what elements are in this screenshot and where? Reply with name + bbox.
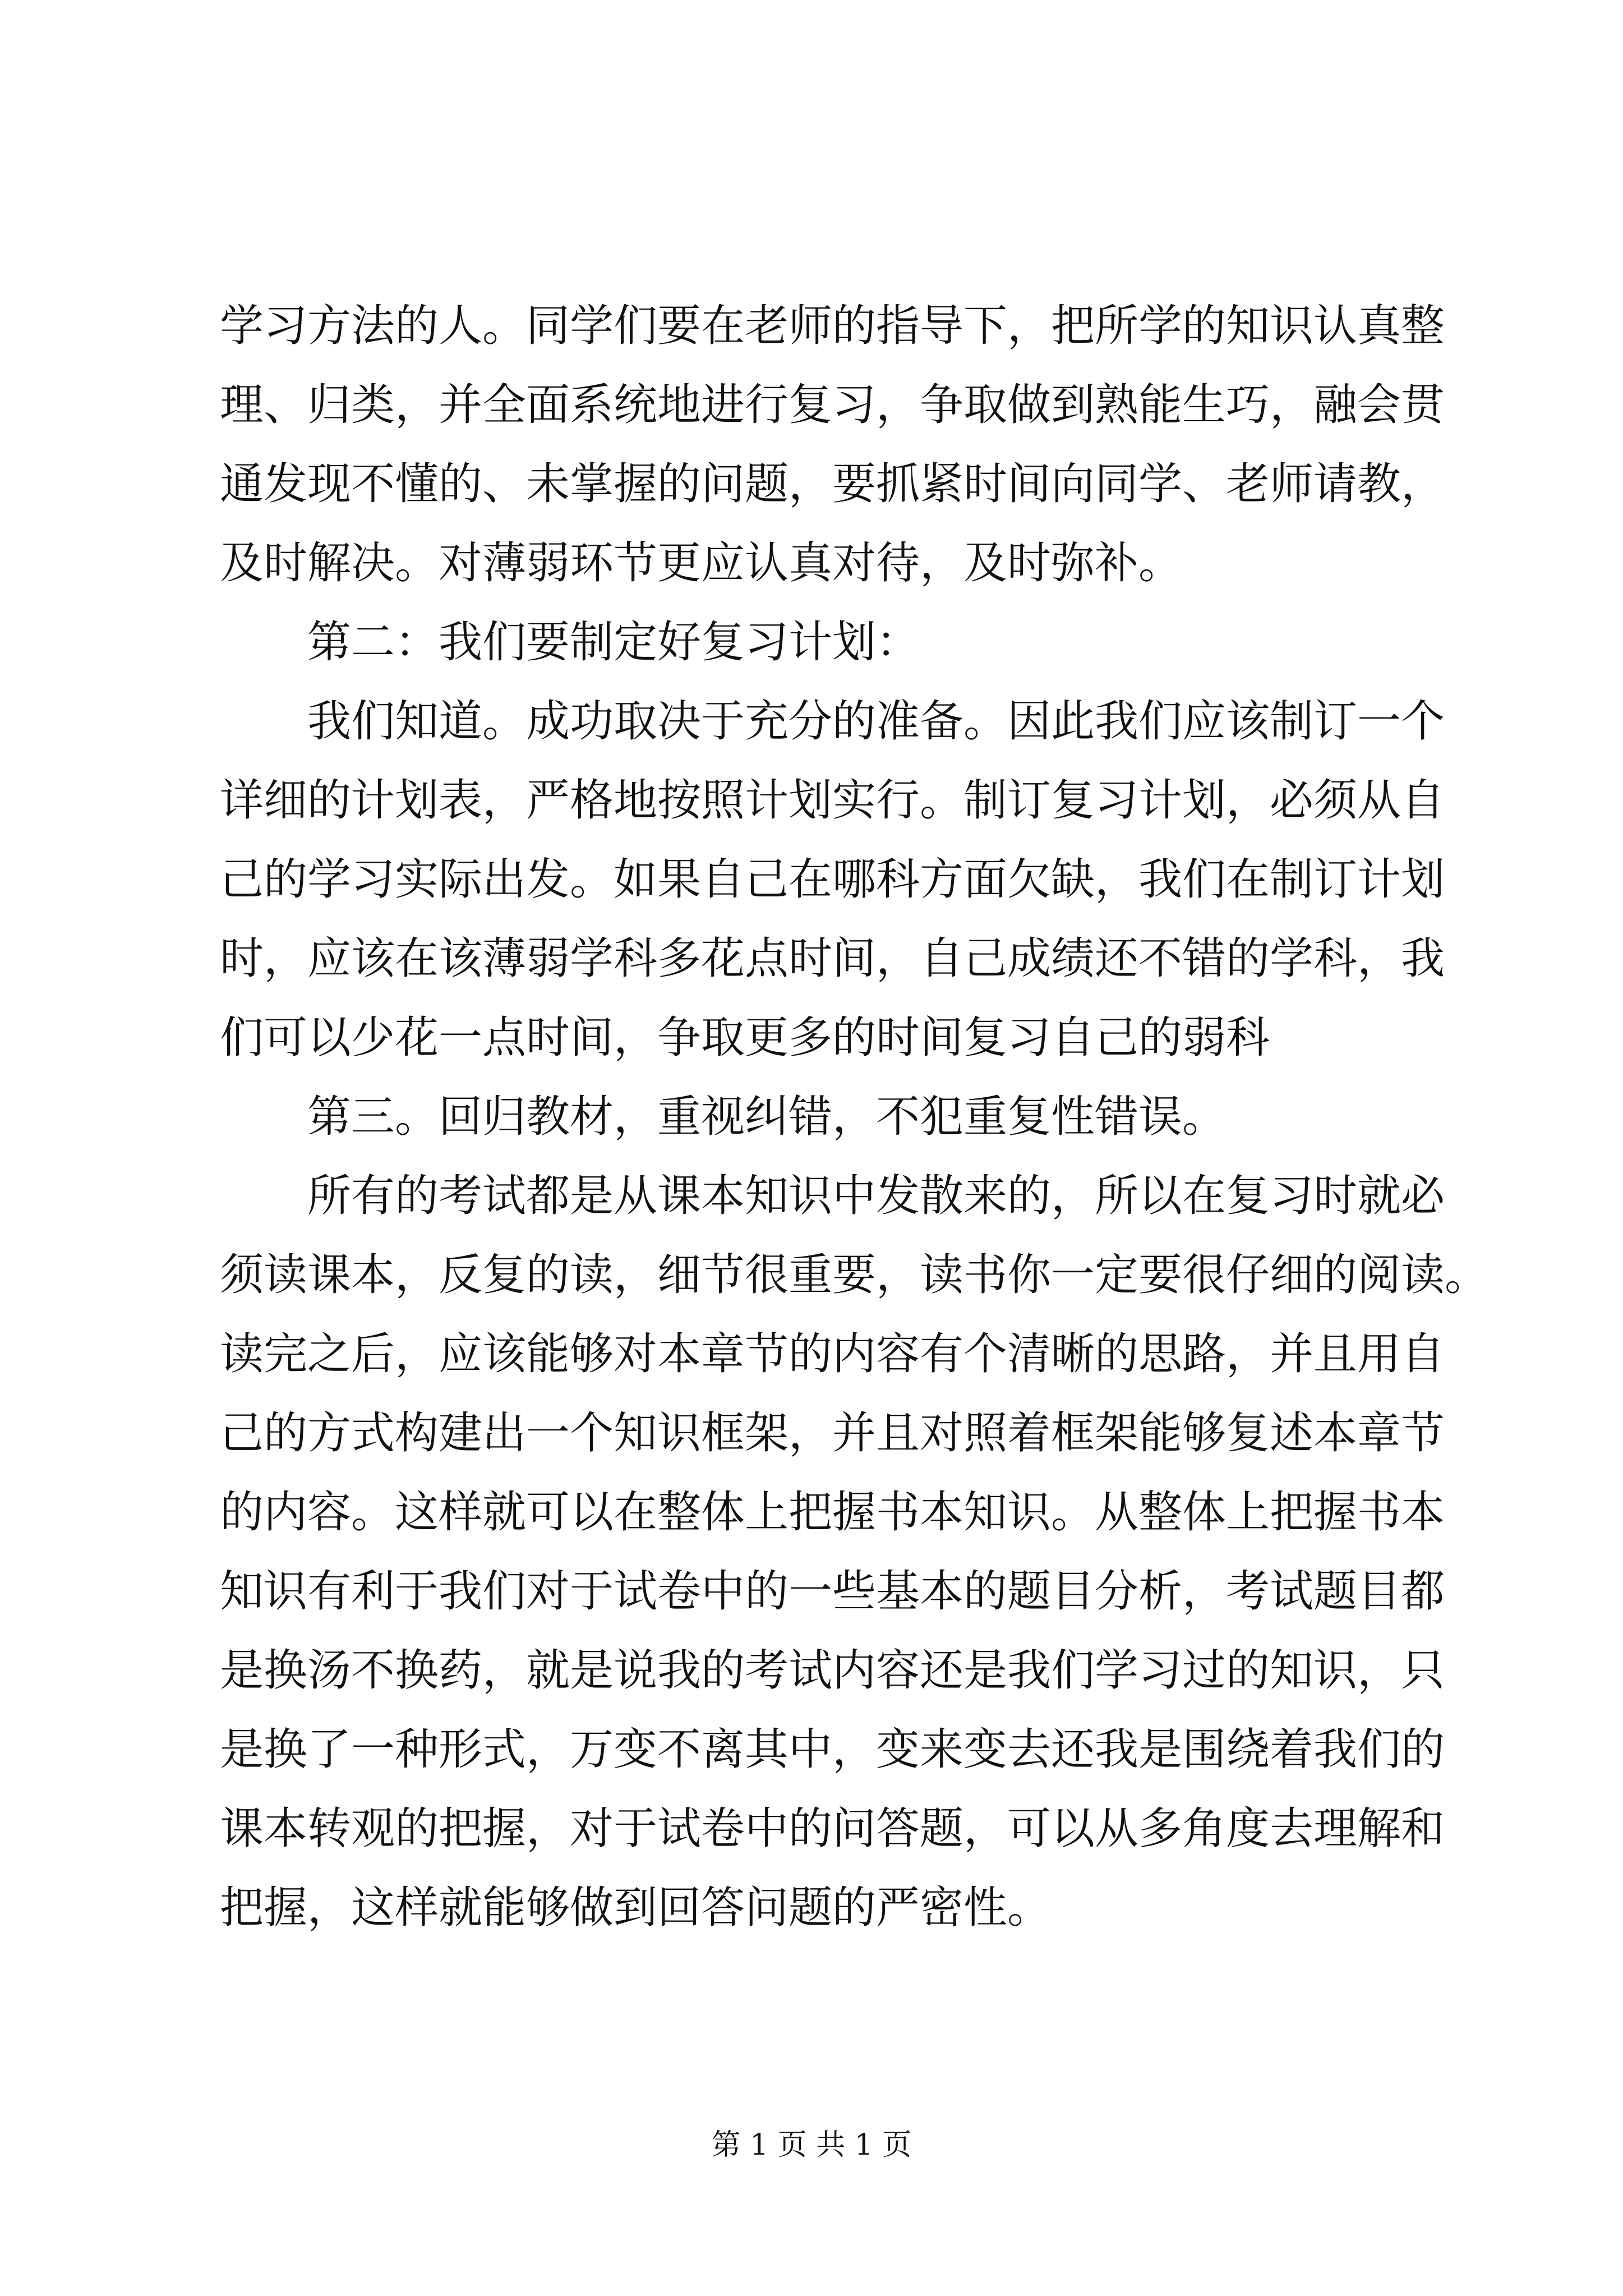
page-number-footer: 第 1 页 共 1 页 <box>711 2128 912 2162</box>
paragraph-line: 通发现不懂的、未掌握的问题，要抓紧时间向同学、老师请教， <box>220 459 1445 509</box>
paragraph-line: 学习方法的人。同学们要在老师的指导下，把所学的知识认真整 <box>220 301 1445 351</box>
paragraph-line: 课本转观的把握，对于试卷中的问答题，可以从多角度去理解和 <box>220 1803 1445 1854</box>
paragraph-line: 我们知道。成功取决于充分的准备。因此我们应该制订一个 <box>307 696 1445 747</box>
paragraph-line: 的内容。这样就可以在整体上把握书本知识。从整体上把握书本 <box>220 1487 1445 1538</box>
paragraph-line: 须读课本，反复的读，细节很重要，读书你一定要很仔细的阅读。 <box>220 1250 1489 1300</box>
paragraph-line: 理、归类，并全面系统地进行复习，争取做到熟能生巧，融会贯 <box>220 380 1445 430</box>
paragraph-line: 是换了一种形式，万变不离其中，变来变去还我是围绕着我们的 <box>220 1724 1445 1775</box>
paragraph-line: 知识有利于我们对于试卷中的一些基本的题目分析，考试题目都 <box>220 1566 1445 1617</box>
paragraph-line: 们可以少花一点时间，争取更多的时间复习自己的弱科 <box>220 1013 1270 1063</box>
paragraph-line: 及时解决。对薄弱环节更应认真对待，及时弥补。 <box>220 538 1183 588</box>
paragraph-line: 把握，这样就能够做到回答问题的严密性。 <box>220 1883 1052 1933</box>
paragraph-line: 己的方式构建出一个知识框架，并且对照着框架能够复述本章节 <box>220 1408 1445 1458</box>
paragraph-line: 所有的考试都是从课本知识中发散来的，所以在复习时就必 <box>307 1171 1445 1221</box>
paragraph-line: 己的学习实际出发。如果自己在哪科方面欠缺，我们在制订计划 <box>220 854 1445 905</box>
section-heading: 第三。回归教材，重视纠错，不犯重复性错误。 <box>307 1092 1227 1142</box>
paragraph-line: 时，应该在该薄弱学科多花点时间，自己成绩还不错的学科，我 <box>220 933 1445 984</box>
paragraph-line: 是换汤不换药，就是说我的考试内容还是我们学习过的知识，只 <box>220 1645 1445 1696</box>
paragraph-line: 读完之后，应该能够对本章节的内容有个清晰的思路，并且用自 <box>220 1329 1445 1379</box>
section-heading: 第二：我们要制定好复习计划： <box>307 617 920 668</box>
paragraph-line: 详细的计划表，严格地按照计划实行。制订复习计划，必须从自 <box>220 775 1445 826</box>
